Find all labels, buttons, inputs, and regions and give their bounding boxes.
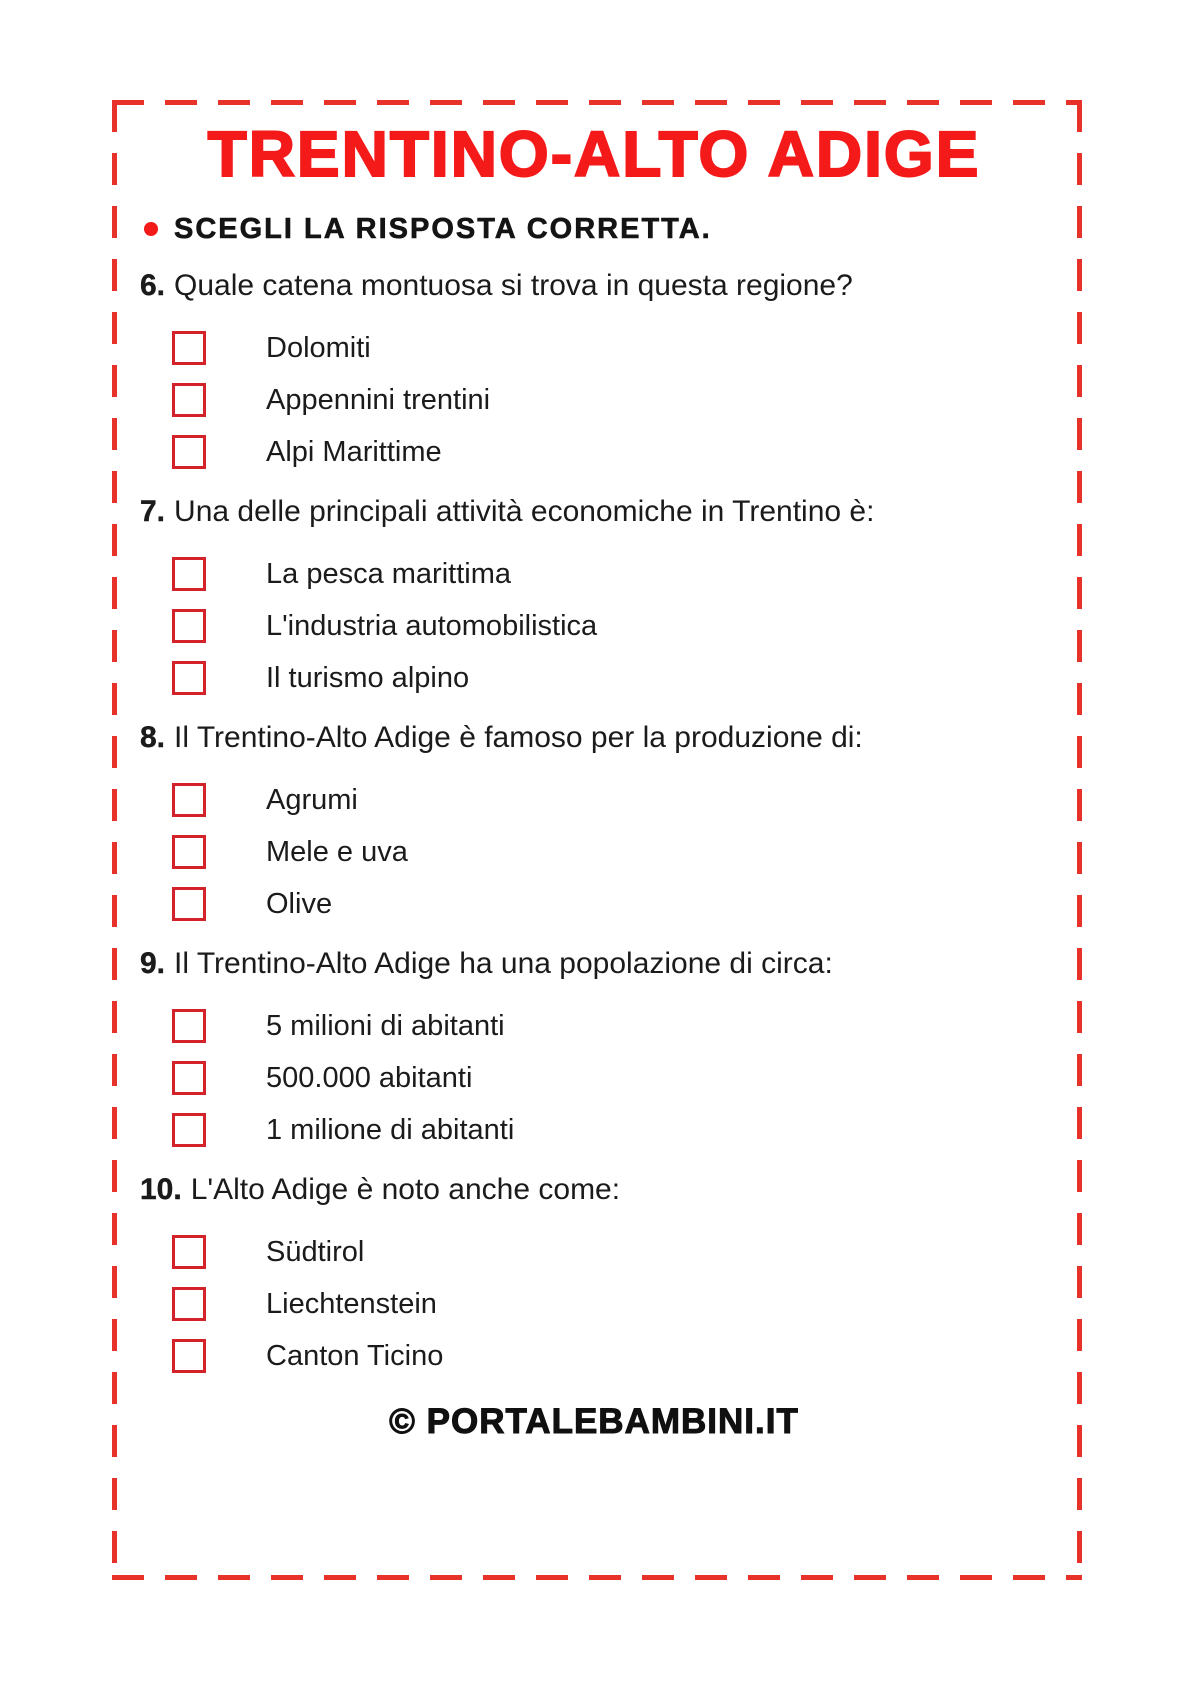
answer-checkbox[interactable] — [172, 887, 206, 921]
option-label: Mele e uva — [266, 835, 408, 868]
answer-checkbox[interactable] — [172, 331, 206, 365]
option-label: Alpi Marittime — [266, 435, 442, 468]
option-label: L'industria automobilistica — [266, 609, 598, 642]
worksheet-content — [112, 100, 1082, 1580]
answer-checkbox[interactable] — [172, 609, 206, 643]
option-row — [140, 1110, 1048, 1150]
question-number: 10. — [140, 1173, 182, 1206]
dashed-border-frame — [112, 100, 1082, 1580]
question-10-options — [140, 1232, 1048, 1376]
answer-checkbox[interactable] — [172, 1061, 206, 1095]
instruction-text: SCEGLI LA RISPOSTA CORRETTA. — [174, 212, 712, 245]
question-10 — [140, 1172, 1048, 1208]
option-row — [140, 832, 1048, 872]
option-label: Il turismo alpino — [266, 661, 470, 694]
answer-checkbox[interactable] — [172, 557, 206, 591]
question-7 — [140, 494, 1048, 530]
question-text: L'Alto Adige è noto anche come: — [190, 1173, 621, 1206]
question-9-options — [140, 1006, 1048, 1150]
option-label: 5 milioni di abitanti — [266, 1009, 505, 1042]
answer-checkbox[interactable] — [172, 1009, 206, 1043]
red-dot-bullet-icon — [144, 222, 158, 236]
answer-checkbox[interactable] — [172, 835, 206, 869]
option-row — [140, 554, 1048, 594]
question-8 — [140, 720, 1048, 756]
option-label: 500.000 abitanti — [266, 1061, 473, 1094]
answer-checkbox[interactable] — [172, 661, 206, 695]
option-row — [140, 432, 1048, 472]
option-label: Dolomiti — [266, 331, 371, 364]
question-text: Quale catena montuosa si trova in questa regione? — [174, 269, 853, 302]
question-6-options — [140, 328, 1048, 472]
option-label: Südtirol — [266, 1235, 365, 1268]
option-row — [140, 328, 1048, 368]
answer-checkbox[interactable] — [172, 1113, 206, 1147]
option-label: 1 milione di abitanti — [266, 1113, 515, 1146]
option-row — [140, 1284, 1048, 1324]
option-label: La pesca marittima — [266, 557, 511, 590]
page-title: TRENTINO-ALTO ADIGE — [207, 118, 981, 190]
question-text: Il Trentino-Alto Adige è famoso per la produzione di: — [174, 721, 863, 754]
option-label: Liechtenstein — [266, 1287, 437, 1320]
option-row — [140, 884, 1048, 924]
option-row — [140, 658, 1048, 698]
footer-credit: © PORTALEBAMBINI.IT — [389, 1402, 799, 1441]
option-row — [140, 1336, 1048, 1376]
option-label: Canton Ticino — [266, 1339, 444, 1372]
option-label: Agrumi — [266, 783, 358, 816]
instruction-line — [140, 212, 1048, 246]
question-number: 6. — [140, 269, 166, 302]
question-number: 7. — [140, 495, 166, 528]
option-row — [140, 606, 1048, 646]
question-8-options — [140, 780, 1048, 924]
question-6 — [140, 268, 1048, 304]
option-row — [140, 1006, 1048, 1046]
question-number: 9. — [140, 947, 166, 980]
answer-checkbox[interactable] — [172, 1287, 206, 1321]
answer-checkbox[interactable] — [172, 1235, 206, 1269]
answer-checkbox[interactable] — [172, 1339, 206, 1373]
option-label: Olive — [266, 887, 333, 920]
option-label: Appennini trentini — [266, 383, 491, 416]
answer-checkbox[interactable] — [172, 783, 206, 817]
option-row — [140, 1232, 1048, 1272]
option-row — [140, 1058, 1048, 1098]
question-text: Una delle principali attività economiche in Trentino è: — [174, 495, 875, 528]
answer-checkbox[interactable] — [172, 435, 206, 469]
option-row — [140, 780, 1048, 820]
answer-checkbox[interactable] — [172, 383, 206, 417]
question-9 — [140, 946, 1048, 982]
question-7-options — [140, 554, 1048, 698]
question-text: Il Trentino-Alto Adige ha una popolazione di circa: — [174, 947, 833, 980]
option-row — [140, 380, 1048, 420]
question-number: 8. — [140, 721, 166, 754]
